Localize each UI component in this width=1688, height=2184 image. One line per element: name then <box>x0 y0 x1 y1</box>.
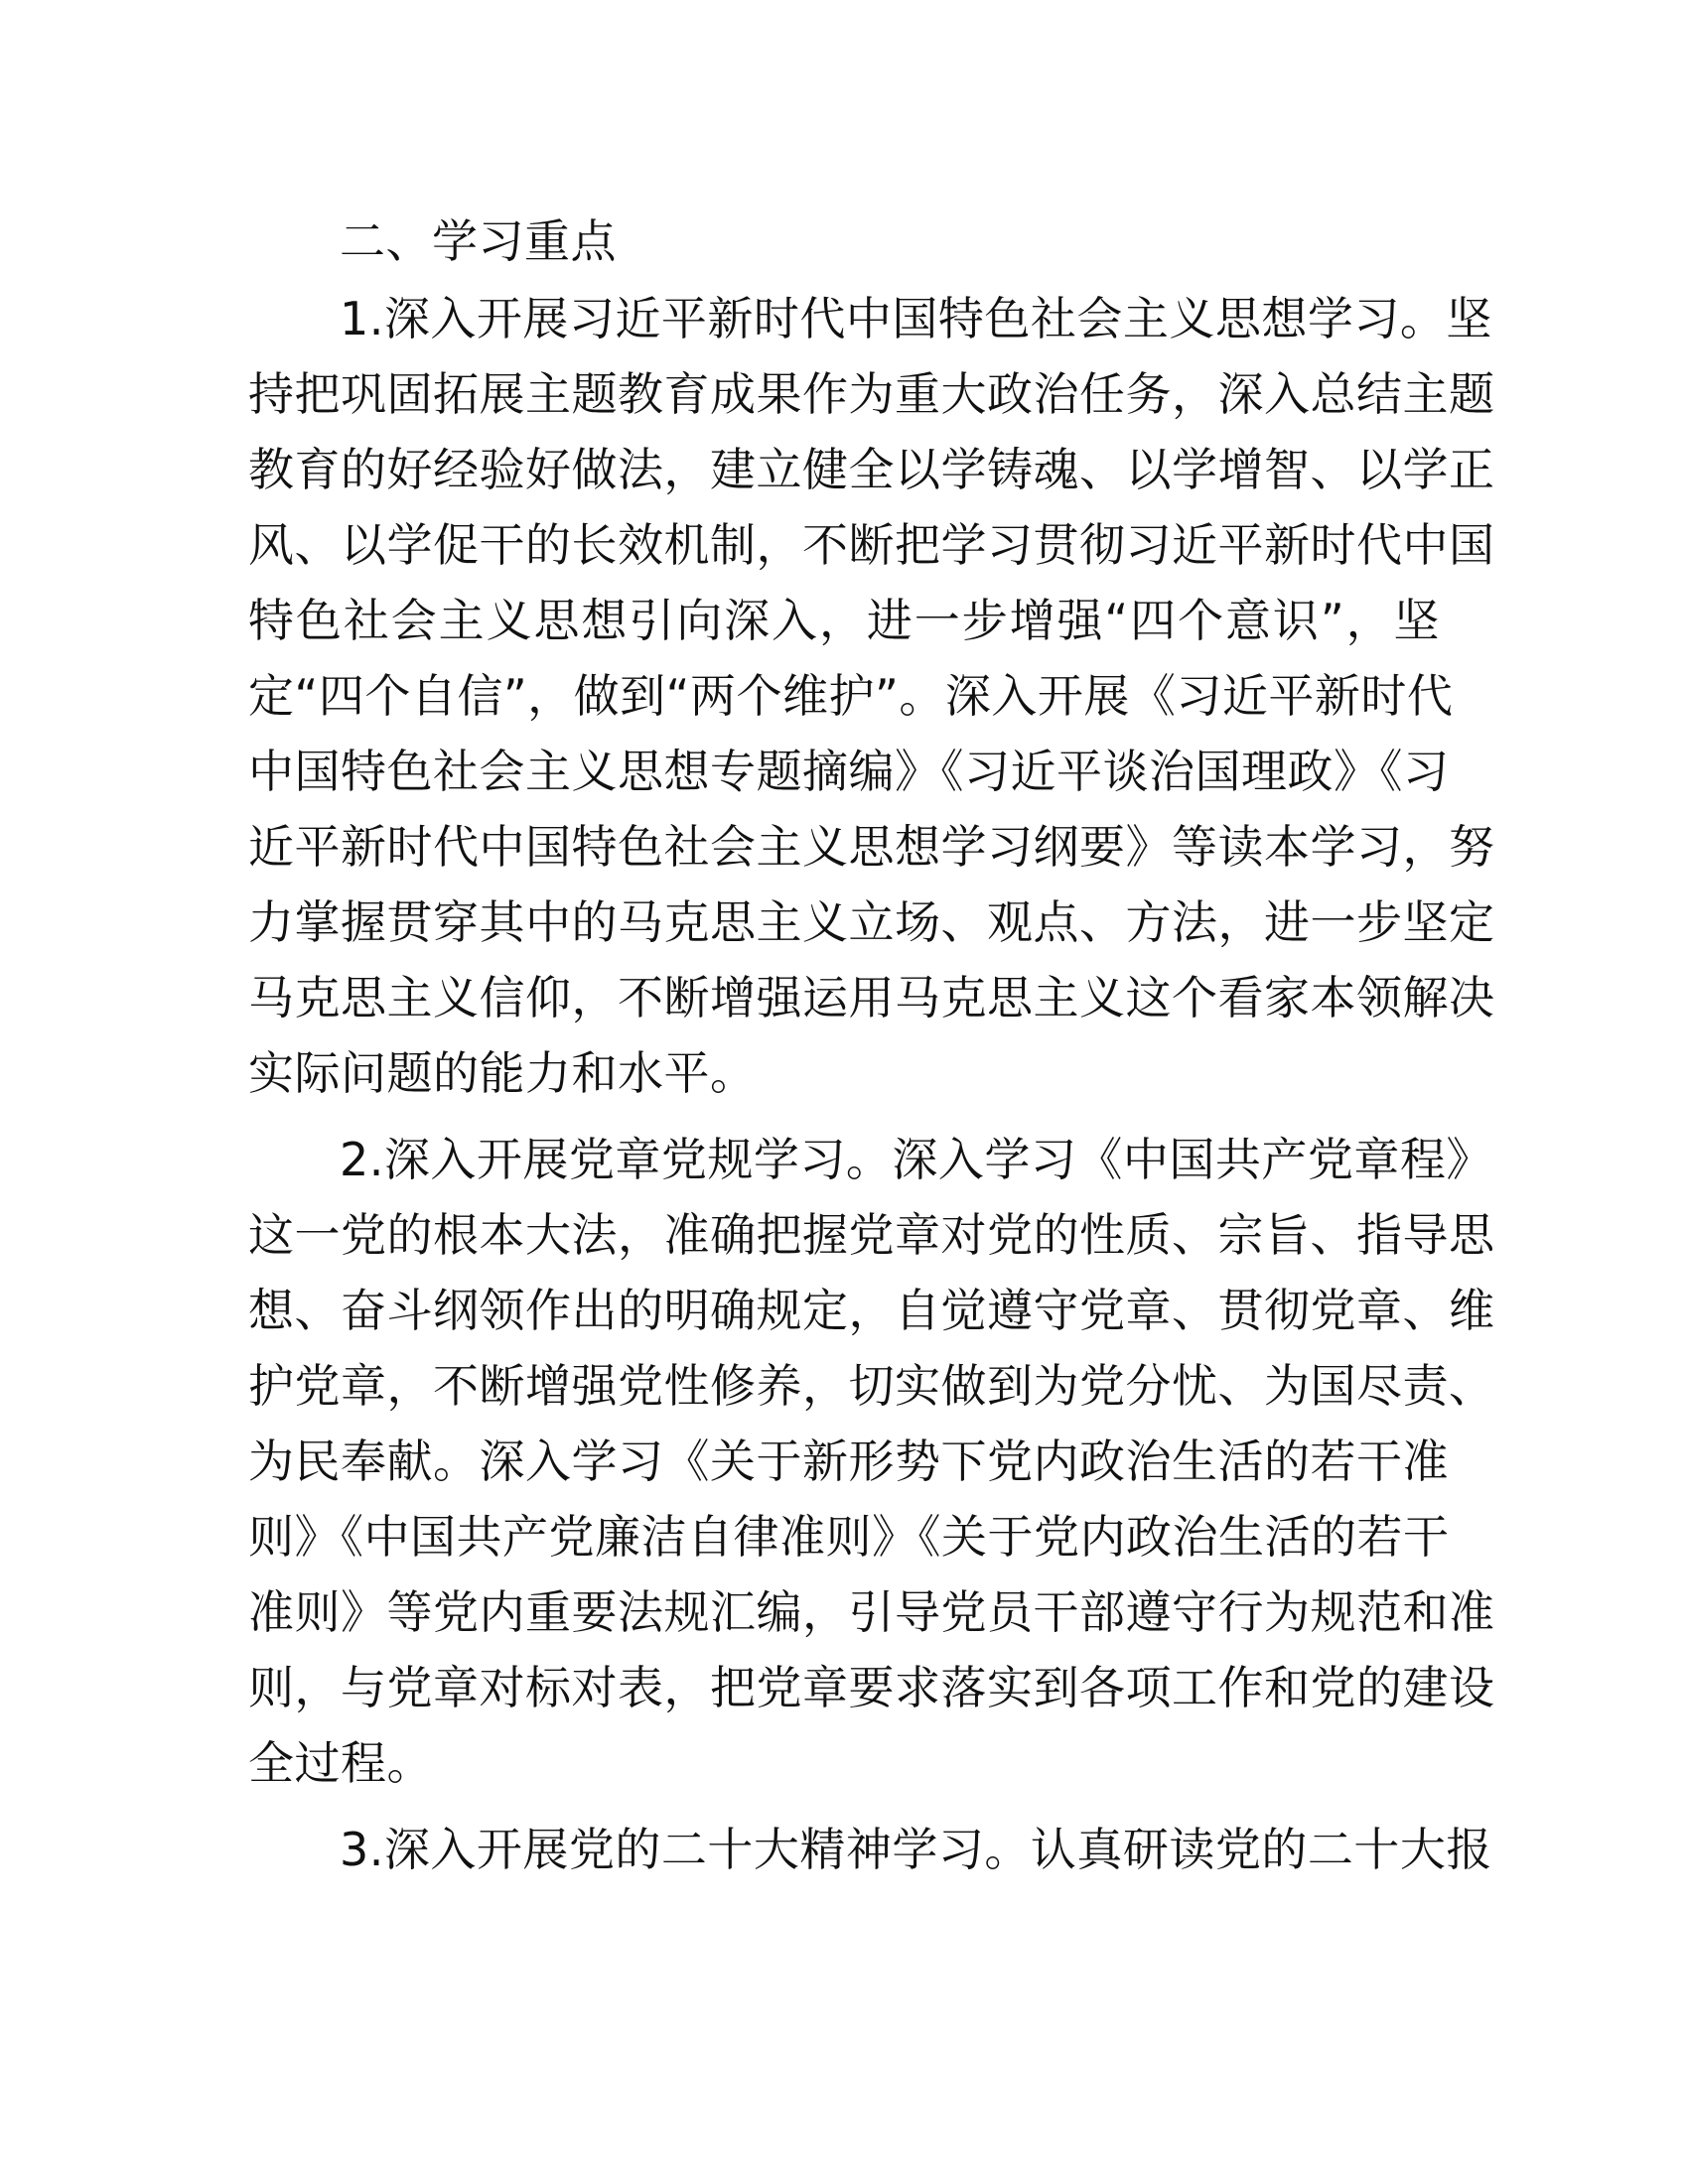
paragraph-line: 3.深入开展党的二十大精神学习。认真研读党的二十大报 <box>340 1823 1492 1876</box>
section-heading: 二、学习重点 <box>340 214 617 268</box>
paragraph-line: 为民奉献。深入学习《关于新形势下党内政治生活的若干准 <box>248 1434 1449 1488</box>
paragraph-line: 则，与党章对标对表，把党章要求落实到各项工作和党的建设 <box>248 1661 1495 1714</box>
paragraph-line: 风、以学促干的长效机制，不断把学习贯彻习近平新时代中国 <box>248 518 1495 572</box>
paragraph-line: 持把巩固拓展主题教育成果作为重大政治任务，深入总结主题 <box>248 367 1495 421</box>
paragraph-line: 教育的好经验好做法，建立健全以学铸魂、以学增智、以学正 <box>248 443 1495 496</box>
paragraph-line: 全过程。 <box>248 1736 433 1790</box>
paragraph-line: 则》《中国共产党廉洁自律准则》《关于党内政治生活的若干 <box>248 1510 1450 1564</box>
paragraph-line: 2.深入开展党章党规学习。深入学习《中国共产党章程》 <box>340 1133 1492 1186</box>
paragraph-line: 想、奋斗纲领作出的明确规定，自觉遵守党章、贯彻党章、维 <box>248 1284 1495 1337</box>
paragraph-line: 特色社会主义思想引向深入，进一步增强“四个意识”，坚 <box>248 594 1440 647</box>
paragraph-3 <box>248 1812 1492 1887</box>
paragraph-line: 护党章，不断增强党性修养，切实做到为党分忧、为国尽责、 <box>248 1359 1495 1413</box>
paragraph-line: 1.深入开展习近平新时代中国特色社会主义思想学习。坚 <box>340 292 1492 345</box>
document-body <box>248 204 1495 1887</box>
paragraph-line: 中国特色社会主义思想专题摘编》《习近平谈治国理政》《习 <box>248 745 1450 798</box>
paragraph-line: 这一党的根本大法，准确把握党章对党的性质、宗旨、指导思 <box>248 1208 1495 1262</box>
paragraph-line: 准则》等党内重要法规汇编，引导党员干部遵守行为规范和准 <box>248 1585 1495 1639</box>
paragraph-line: 力掌握贯穿其中的马克思主义立场、观点、方法，进一步坚定 <box>248 895 1495 949</box>
paragraph-line: 马克思主义信仰，不断增强运用马克思主义这个看家本领解决 <box>248 971 1495 1024</box>
paragraph-line: 实际问题的能力和水平。 <box>248 1046 757 1100</box>
paragraph-2 <box>248 1122 1495 1801</box>
paragraph-1 <box>248 281 1495 1111</box>
paragraph-line: 近平新时代中国特色社会主义思想学习纲要》等读本学习，努 <box>248 820 1495 874</box>
paragraph-line: 定“四个自信”，做到“两个维护”。深入开展《习近平新时代 <box>248 669 1454 723</box>
